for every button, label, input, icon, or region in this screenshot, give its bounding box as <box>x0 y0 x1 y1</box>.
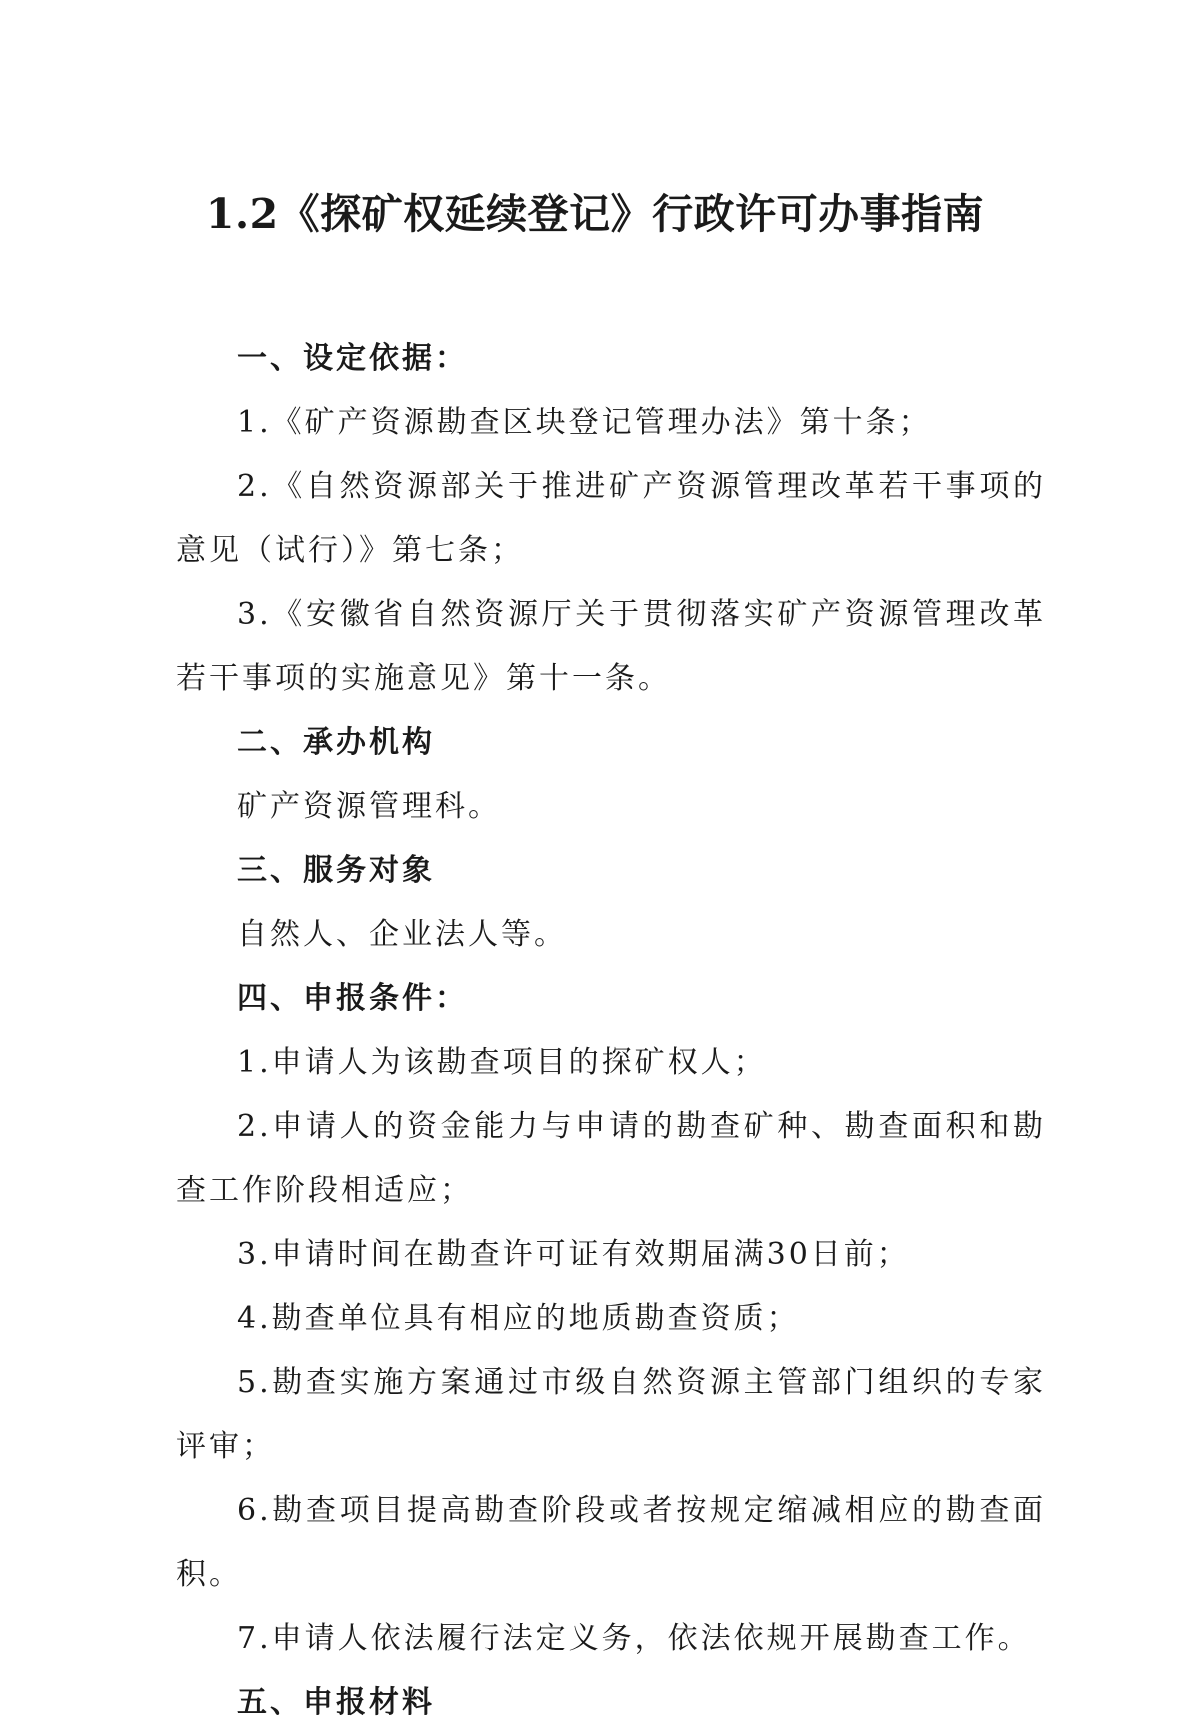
condition-item-3: 3.申请时间在勘查许可证有效期届满30日前； <box>237 1237 910 1272</box>
section-heading-basis: 一、设定依据： <box>237 341 468 376</box>
basis-item-2: 2.《自然资源部关于推进矿产资源管理改革若干事项的意见（试行）》第七条； <box>176 469 1046 568</box>
document-title: 1.2《探矿权延续登记》行政许可办事指南 <box>205 190 985 238</box>
condition-item-1: 1.申请人为该勘查项目的探矿权人； <box>237 1045 767 1080</box>
section-heading-materials: 五、申报材料 <box>237 1685 435 1720</box>
service-target-text: 自然人、企业法人等。 <box>237 917 567 952</box>
section-heading-service-target: 三、服务对象 <box>237 853 435 888</box>
condition-item-7: 7.申请人依法履行法定义务，依法依规开展勘查工作。 <box>237 1621 1031 1656</box>
section-heading-conditions: 四、申报条件： <box>237 981 468 1016</box>
section-heading-agency: 二、承办机构 <box>237 725 435 760</box>
agency-text: 矿产资源管理科。 <box>237 789 501 824</box>
basis-item-3: 3.《安徽省自然资源厅关于贯彻落实矿产资源管理改革若干事项的实施意见》第十一条。 <box>176 597 1046 696</box>
condition-item-5: 5.勘查实施方案通过市级自然资源主管部门组织的专家评审； <box>176 1365 1046 1464</box>
document-body <box>176 327 1046 1735</box>
condition-item-4: 4.勘查单位具有相应的地质勘查资质； <box>237 1301 800 1336</box>
basis-item-1: 1.《矿产资源勘查区块登记管理办法》第十条； <box>237 405 932 440</box>
condition-item-6: 6.勘查项目提高勘查阶段或者按规定缩减相应的勘查面积。 <box>176 1493 1046 1592</box>
condition-item-2: 2.申请人的资金能力与申请的勘查矿种、勘查面积和勘查工作阶段相适应； <box>176 1109 1046 1208</box>
